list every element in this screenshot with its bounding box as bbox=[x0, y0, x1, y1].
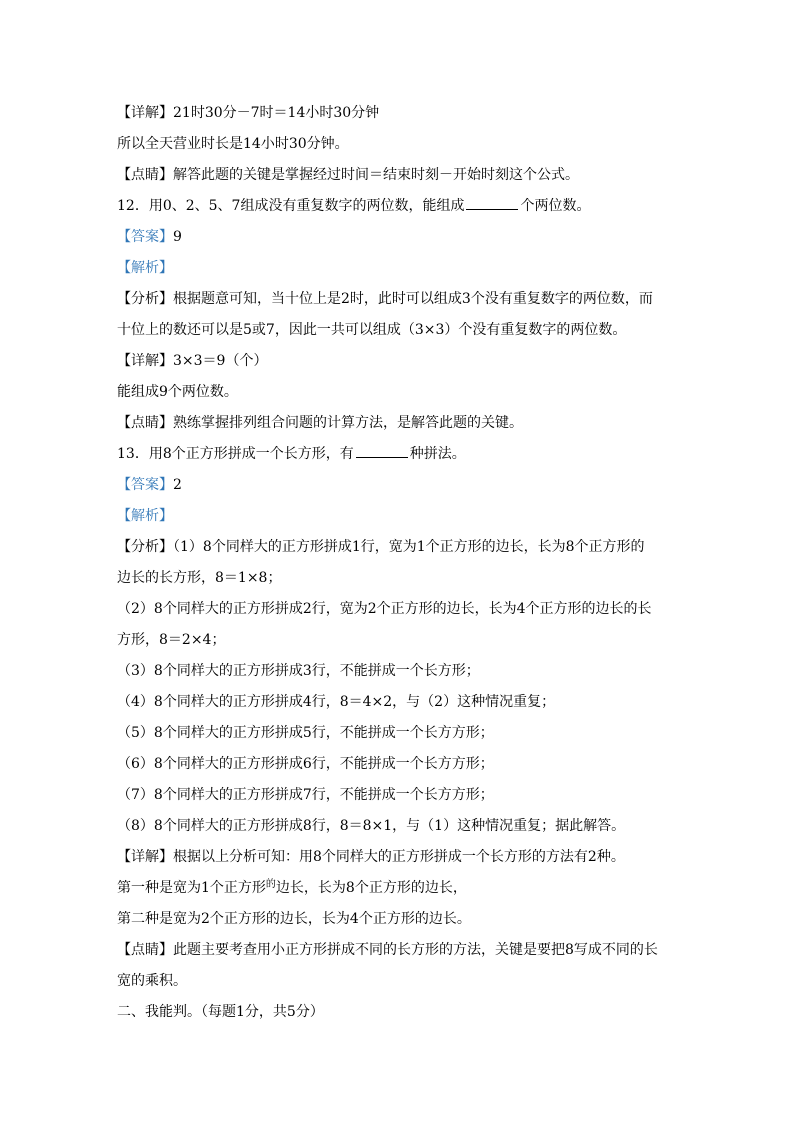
q13-item-line: （6）8个同样大的正方形拼成6行，不能拼成一个长方方形； bbox=[117, 756, 494, 772]
tip-line bbox=[117, 166, 579, 184]
q12-detail-tag: 【详解】 bbox=[117, 353, 173, 369]
q12-tip-line bbox=[117, 414, 523, 432]
q13-answer: 2 bbox=[173, 477, 182, 493]
q12-fenxi-text-1: 根据题意可知，当十位上是2时，此时可以组成3个没有重复数字的两位数，而 bbox=[173, 291, 653, 307]
q13-answer-tag: 【答案】 bbox=[117, 477, 173, 493]
q13-first-text: 第一种是宽为1个正方形 bbox=[117, 880, 266, 896]
q13-item-line: 方形，8＝2×4； bbox=[117, 632, 226, 648]
q12-result-line: 能组成9个两位数。 bbox=[117, 384, 238, 400]
q12-analysis-tag: 【解析】 bbox=[117, 260, 173, 276]
q12-fenxi-line-2: 十位上的数还可以是5或7，因此一共可以组成（3×3）个没有重复数字的两位数。 bbox=[117, 322, 627, 338]
q12-detail-text: 3×3＝9（个） bbox=[173, 353, 268, 369]
tip-text: 解答此题的关键是掌握经过时间＝结束时刻－开始时刻这个公式。 bbox=[173, 167, 579, 183]
q13-first-sup: 的 bbox=[265, 879, 276, 890]
q13-tip-line-2: 宽的乘积。 bbox=[117, 973, 187, 989]
q13-item-line: （4）8个同样大的正方形拼成4行，8＝4×2，与（2）这种情况重复； bbox=[117, 694, 556, 710]
q12-detail-line bbox=[117, 352, 267, 370]
q13-item-line: （2）8个同样大的正方形拼成2行，宽为2个正方形的边长，长为4个正方形的边长的长 bbox=[117, 601, 652, 617]
q13-second-line: 第二种是宽为2个正方形的边长，长为4个正方形的边长。 bbox=[117, 911, 471, 927]
q12-stem-tail: 个两位数。 bbox=[520, 198, 591, 214]
q13-answer-blank bbox=[356, 445, 408, 458]
q12-answer-line bbox=[117, 228, 182, 246]
q13-stem bbox=[117, 445, 466, 463]
q13-first-tail: 边长，长为8个正方形的边长， bbox=[275, 880, 467, 896]
q13-tip-line-1 bbox=[117, 941, 658, 959]
q12-stem-text: 12．用0、2、5、7组成没有重复数字的两位数，能组成 bbox=[117, 198, 465, 214]
q13-first-line bbox=[117, 879, 467, 899]
q12-stem bbox=[117, 197, 590, 215]
q12-fenxi-line-1 bbox=[117, 290, 653, 308]
q13-item-line: （7）8个同样大的正方形拼成7行，不能拼成一个长方方形； bbox=[117, 787, 494, 803]
q12-answer: 9 bbox=[173, 229, 182, 245]
q13-item-line: （3）8个同样大的正方形拼成3行，不能拼成一个长方形； bbox=[117, 663, 480, 679]
q12-answer-tag: 【答案】 bbox=[117, 229, 173, 245]
q12-tip-text: 熟练掌握排列组合问题的计算方法，是解答此题的关键。 bbox=[173, 415, 523, 431]
tip-tag: 【点睛】 bbox=[117, 167, 173, 183]
q13-tip-text-1: 此题主要考查用小正方形拼成不同的长方形的方法，关键是要把8写成不同的长 bbox=[173, 942, 658, 958]
section-heading: 二、我能判。（每题1分，共5分） bbox=[117, 1004, 324, 1020]
q12-answer-blank bbox=[466, 197, 518, 210]
q13-detail-text: 根据以上分析可知：用8个同样大的正方形拼成一个长方形的方法有2种。 bbox=[173, 849, 625, 865]
q13-item-line: （8）8个同样大的正方形拼成8行，8＝8×1，与（1）这种情况重复；据此解答。 bbox=[117, 818, 626, 834]
q13-item-line: （5）8个同样大的正方形拼成5行，不能拼成一个长方方形； bbox=[117, 725, 494, 741]
detail-tag: 【详解】 bbox=[117, 105, 173, 121]
q13-detail-line bbox=[117, 848, 625, 866]
q13-detail-tag: 【详解】 bbox=[117, 849, 173, 865]
detail-line bbox=[117, 104, 379, 122]
q13-fenxi-tag: 【分析】 bbox=[117, 539, 173, 555]
q13-answer-line bbox=[117, 476, 182, 494]
q13-fenxi-line-2: 边长的长方形，8＝1×8； bbox=[117, 570, 282, 586]
result-line: 所以全天营业时长是14小时30分钟。 bbox=[117, 136, 349, 152]
q13-fenxi-line-1 bbox=[117, 538, 645, 556]
q12-tip-tag: 【点睛】 bbox=[117, 415, 173, 431]
q13-fenxi-text-1: （1）8个同样大的正方形拼成1行，宽为1个正方形的边长，长为8个正方形的 bbox=[173, 539, 645, 555]
q13-stem-tail: 种拼法。 bbox=[409, 446, 466, 462]
detail-text: 21时30分－7时＝14小时30分钟 bbox=[173, 105, 380, 121]
q12-fenxi-tag: 【分析】 bbox=[117, 291, 173, 307]
q13-stem-text: 13．用8个正方形拼成一个长方形，有 bbox=[117, 446, 354, 462]
q13-analysis-tag: 【解析】 bbox=[117, 508, 173, 524]
q13-tip-tag: 【点睛】 bbox=[117, 942, 173, 958]
